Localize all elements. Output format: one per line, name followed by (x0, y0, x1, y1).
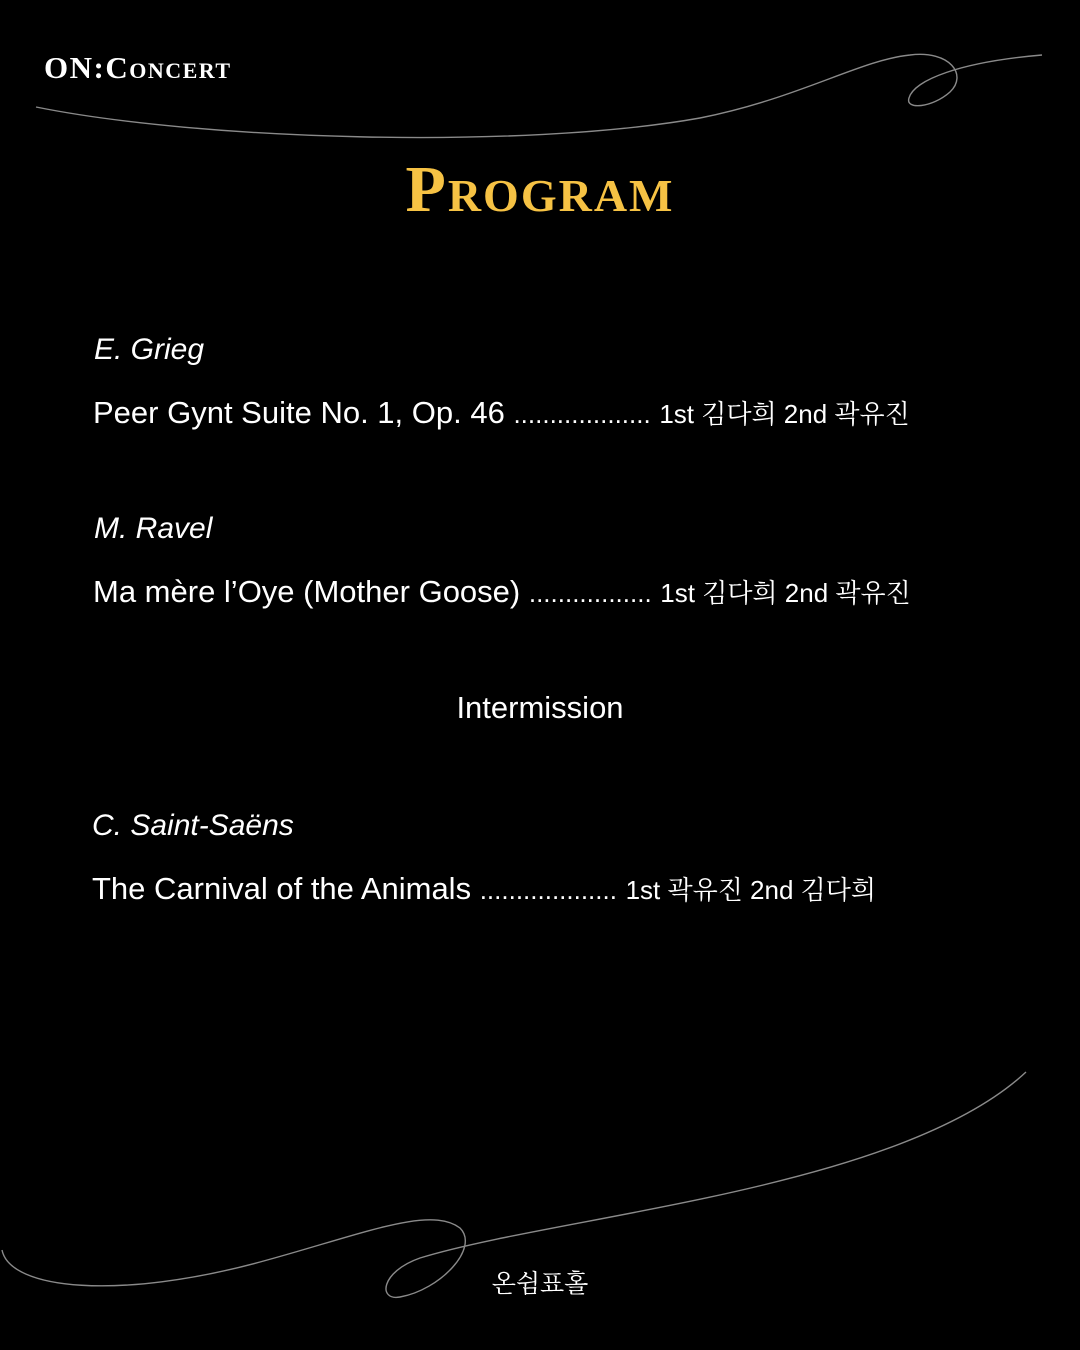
composer-name: M. Ravel (94, 512, 213, 545)
brand-logo: ON:Concert (44, 50, 232, 85)
composer-name: C. Saint-Saëns (92, 809, 294, 842)
performers: 1st 김다희 2nd 곽유진 (659, 399, 910, 429)
dot-leader: ................... (513, 399, 651, 429)
work-title: The Carnival of the Animals (92, 871, 472, 906)
program-item (93, 394, 910, 431)
work-title: Ma mère l’Oye (Mother Goose) (93, 574, 521, 609)
dot-leader: ................... (479, 875, 617, 905)
program-item (92, 870, 876, 907)
page-title: Program (405, 153, 675, 226)
work-title: Peer Gynt Suite No. 1, Op. 46 (93, 395, 505, 430)
program-item (93, 573, 911, 610)
composer-name: E. Grieg (94, 333, 205, 366)
venue-name: 온쉼표홀 (491, 1270, 589, 1298)
intermission-label: Intermission (456, 690, 624, 725)
performers: 1st 김다희 2nd 곽유진 (660, 578, 911, 608)
performers: 1st 곽유진 2nd 김다희 (625, 875, 877, 905)
dot-leader: ................. (528, 578, 652, 608)
